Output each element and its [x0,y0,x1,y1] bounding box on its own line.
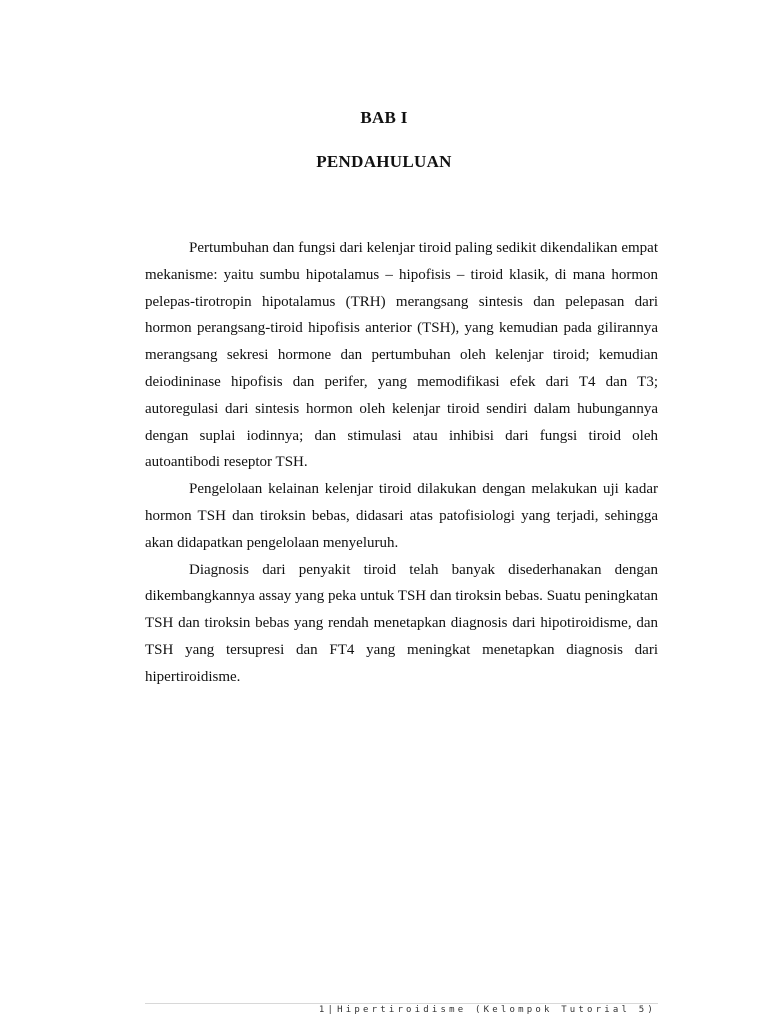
page-number: 1 [318,1005,328,1015]
chapter-number: BAB I [360,108,408,127]
body-text [145,235,658,691]
chapter-title: PENDAHULUAN [316,152,452,171]
running-title: Hipertiroidisme (Kelompok Tutorial 5) [337,1005,656,1015]
footer-rule [145,1003,658,1004]
paragraph-2: Pengelolaan kelainan kelenjar tiroid dilakukan dengan melakukan uji kadar hormon TSH dan tiroksin bebas, didasari atas patofisiologi yang terjadi, sehingga akan didapatkan pengelolaan menyeluruh. [145,481,658,551]
footer-separator: | [327,1005,337,1015]
paragraph-1: Pertumbuhan dan fungsi dari kelenjar tiroid paling sedikit dikendalikan empat mekanisme: yaitu sumbu hipotalamus – hipofisis – tiroid klasik, di mana hormon pelepas-tirotropin hipotalamus (TRH) merangsang sintesis dan pelepasan dari hormon perangsang-tiroid hipofisis anterior (TSH), yang kemudian pada gilirannya merangsang sekresi hormone dan pertumbuhan oleh kelenjar tiroid; kemudian deiodininase hipofisis dan perifer, yang memodifikasi efek dari T4 dan T3; autoregulasi dari sintesis hormon oleh kelenjar tiroid sendiri dalam hubungannya dengan suplai iodinnya; dan stimulasi atau inhibisi dari fungsi tiroid oleh autoantibodi reseptor TSH. [145,240,658,471]
paragraph-3: Diagnosis dari penyakit tiroid telah banyak disederhanakan dengan dikembangkannya assay yang peka untuk TSH dan tiroksin bebas. Suatu peningkatan TSH dan tiroksin bebas yang rendah menetapkan diagnosis dari hipotiroidisme, dan TSH yang tersupresi dan FT4 yang meningkat menetapkan diagnosis dari hipertiroidisme. [145,561,658,685]
page-footer [319,1005,656,1015]
